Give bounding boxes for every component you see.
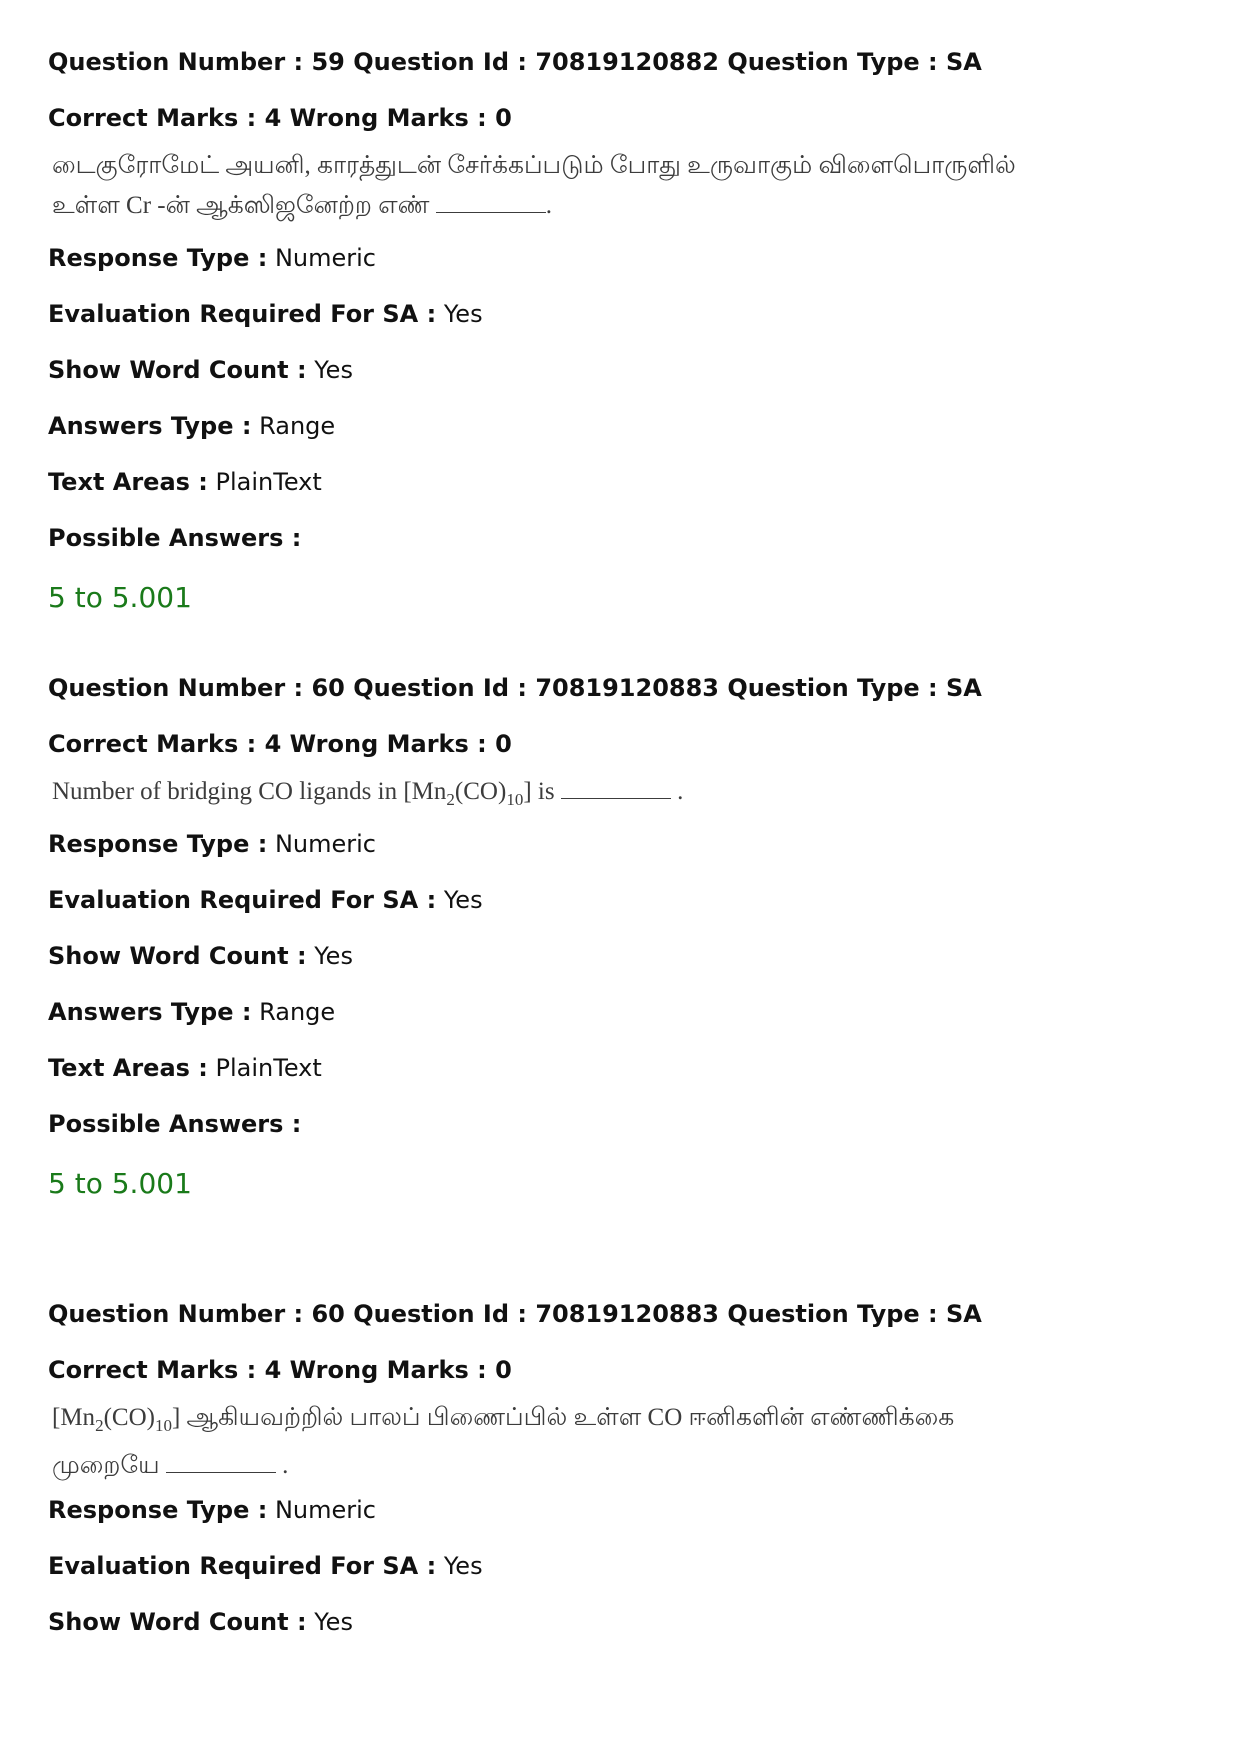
stem-line-2-text: உள்ள Cr -ன் ஆக்ஸிஜனேற்ற எண் (52, 192, 430, 219)
evaluation-value: Yes (443, 300, 483, 328)
stem-line-2-text: முறையே (52, 1452, 160, 1479)
evaluation-row (48, 880, 1188, 936)
text-areas-label: Text Areas : (48, 1054, 208, 1082)
response-type-label: Response Type : (48, 244, 268, 272)
evaluation-row (48, 294, 1188, 350)
evaluation-value: Yes (443, 1552, 483, 1580)
question-marks: Correct Marks : 4 Wrong Marks : 0 (48, 730, 512, 758)
answers-type-value: Range (259, 998, 336, 1026)
text-areas-row (48, 1048, 1188, 1104)
stem-end: . (677, 778, 684, 805)
answers-type-row (48, 406, 1188, 462)
response-type-value: Numeric (274, 244, 376, 272)
word-count-label: Show Word Count : (48, 1608, 307, 1636)
stem-subscript-1: 2 (446, 790, 455, 809)
question-marks: Correct Marks : 4 Wrong Marks : 0 (48, 1356, 512, 1384)
word-count-label: Show Word Count : (48, 356, 307, 384)
question-marks: Correct Marks : 4 Wrong Marks : 0 (48, 104, 512, 132)
possible-answer-value: 5 to 5.001 (48, 1167, 192, 1200)
question-header: Question Number : 60 Question Id : 70819120883 Question Type : SA (48, 674, 982, 702)
word-count-value: Yes (314, 1608, 353, 1636)
response-type-value: Numeric (274, 830, 376, 858)
stem-pre: Number of bridging CO ligands in [Mn (52, 778, 447, 805)
response-type-label: Response Type : (48, 830, 268, 858)
word-count-row (48, 1602, 1188, 1658)
evaluation-label: Evaluation Required For SA : (48, 886, 437, 914)
question-header: Question Number : 59 Question Id : 70819120882 Question Type : SA (48, 48, 982, 76)
text-areas-value: PlainText (215, 1054, 322, 1082)
possible-answers-row (48, 518, 1188, 574)
question-60 (48, 668, 1188, 1224)
question-stem (48, 772, 1188, 824)
answer-blank (436, 190, 546, 213)
word-count-value: Yes (314, 356, 353, 384)
stem-subscript-2: 10 (154, 1416, 172, 1435)
answer-blank (166, 1450, 276, 1473)
question-stem (48, 1398, 1188, 1490)
stem-end: . (282, 1452, 289, 1479)
stem-line-2 (52, 1446, 1188, 1486)
stem-post: ] ஆகியவற்றில் பாலப் பிணைப்பில் உள்ள CO ஈனிகளின் எண்ணிக்கை (171, 1404, 955, 1431)
question-60-tamil (48, 1294, 1188, 1658)
answers-type-label: Answers Type : (48, 998, 252, 1026)
answers-type-label: Answers Type : (48, 412, 252, 440)
response-type-row (48, 1490, 1188, 1546)
stem-mid: (CO) (103, 1404, 155, 1431)
response-type-value: Numeric (274, 1496, 376, 1524)
text-areas-row (48, 462, 1188, 518)
answer-blank (561, 776, 671, 799)
evaluation-label: Evaluation Required For SA : (48, 1552, 437, 1580)
text-areas-value: PlainText (215, 468, 322, 496)
word-count-label: Show Word Count : (48, 942, 307, 970)
possible-answers-row (48, 1104, 1188, 1160)
question-header: Question Number : 60 Question Id : 70819120883 Question Type : SA (48, 1300, 982, 1328)
question-stem (48, 146, 1188, 238)
stem-post: ] is (523, 778, 555, 805)
text-areas-label: Text Areas : (48, 468, 208, 496)
evaluation-row (48, 1546, 1188, 1602)
stem-end: . (545, 192, 552, 219)
answers-type-row (48, 992, 1188, 1048)
word-count-row (48, 350, 1188, 406)
word-count-value: Yes (314, 942, 353, 970)
possible-answers-label: Possible Answers : (48, 1110, 302, 1138)
stem-subscript-2: 10 (506, 790, 524, 809)
stem-line-1: டைகுரோமேட் அயனி, காரத்துடன் சேர்க்கப்படும் போது உருவாகும் விளைபொருளில் (52, 152, 1016, 179)
stem-mid: (CO) (454, 778, 507, 805)
question-59 (48, 42, 1188, 638)
evaluation-value: Yes (443, 886, 483, 914)
possible-answer-value: 5 to 5.001 (48, 581, 192, 614)
stem-pre: [Mn (52, 1404, 96, 1431)
word-count-row (48, 936, 1188, 992)
answers-type-value: Range (259, 412, 336, 440)
response-type-row (48, 824, 1188, 880)
response-type-label: Response Type : (48, 1496, 268, 1524)
stem-subscript-1: 2 (95, 1416, 104, 1435)
evaluation-label: Evaluation Required For SA : (48, 300, 437, 328)
stem-line-1 (52, 1398, 1188, 1446)
stem-line-2 (52, 186, 1188, 226)
possible-answers-label: Possible Answers : (48, 524, 302, 552)
response-type-row (48, 238, 1188, 294)
